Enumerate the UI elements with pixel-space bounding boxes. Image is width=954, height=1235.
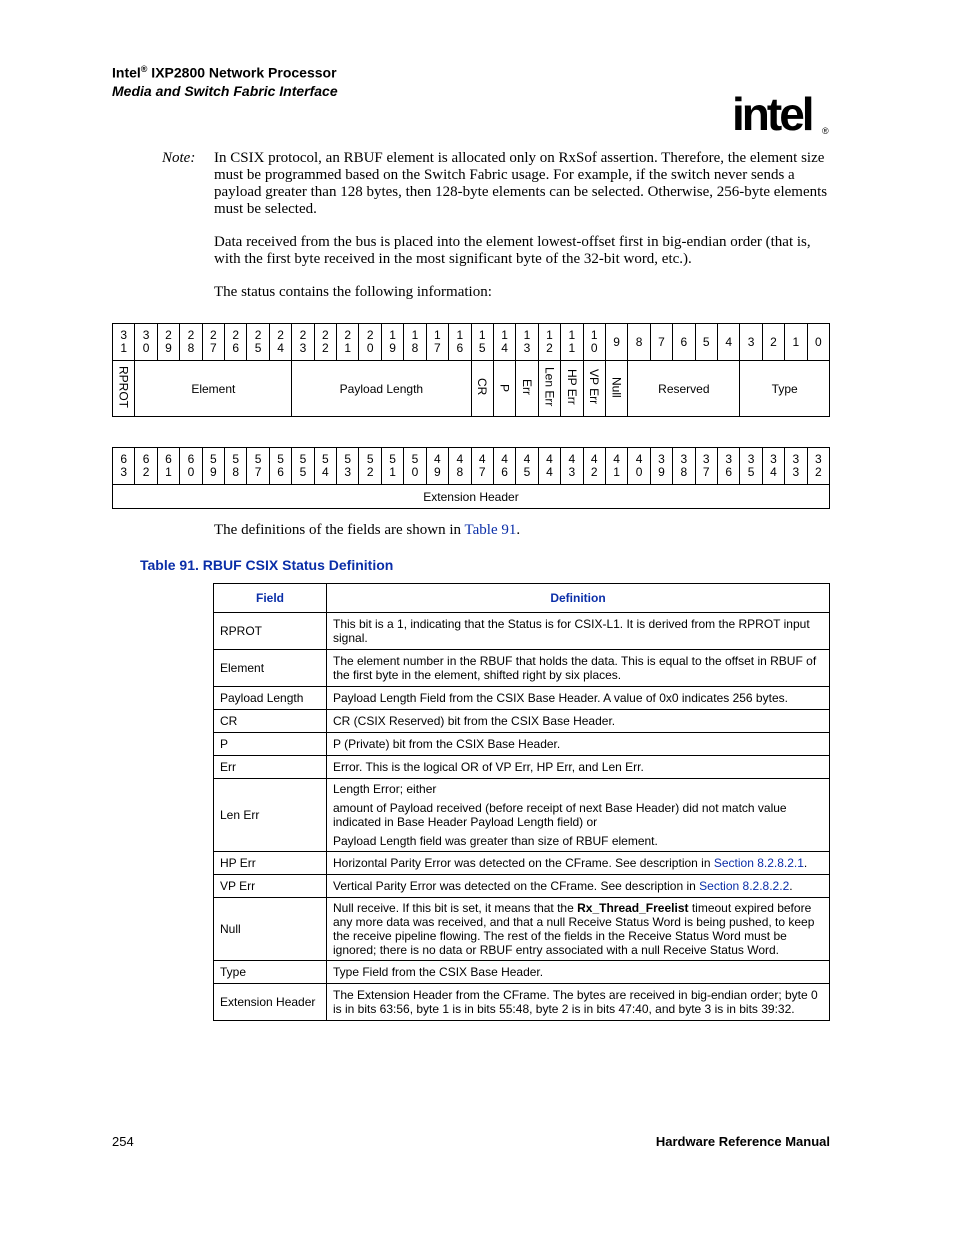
- definition-table: [213, 583, 830, 1021]
- table-row: [214, 961, 830, 984]
- definition-cell: Vertical Parity Error was detected on the CFrame. See description in Section 8.2.8.2.2.: [327, 875, 830, 898]
- bit-number: 6: [673, 324, 695, 361]
- definition-cell: P (Private) bit from the CSIX Base Header.: [327, 733, 830, 756]
- bit-number: 7: [650, 324, 672, 361]
- bit-number: 2 4: [269, 324, 291, 361]
- field-err: Err: [520, 379, 535, 395]
- field-cell: CR: [214, 710, 327, 733]
- header-subtitle: Media and Switch Fabric Interface: [112, 82, 338, 99]
- bit-number: 3 2: [807, 448, 829, 485]
- header-product: Intel® IXP2800 Network Processor: [112, 64, 337, 81]
- bit-number: 4 9: [426, 448, 448, 485]
- bit-number: 5 9: [202, 448, 224, 485]
- bit-number: 0: [807, 324, 829, 361]
- status-bits-32-63: [112, 447, 830, 509]
- bit-number: 9: [605, 324, 627, 361]
- definition-cell: Payload Length Field from the CSIX Base Header. A value of 0x0 indicates 256 bytes.: [327, 687, 830, 710]
- table-row: [214, 898, 830, 961]
- bit-number: 1: [785, 324, 807, 361]
- bit-number: 4 6: [493, 448, 515, 485]
- field-element: Element: [135, 361, 292, 417]
- field-payload-length: Payload Length: [292, 361, 471, 417]
- bit-number: 2: [762, 324, 784, 361]
- definition-cell: The Extension Header from the CFrame. The bytes are received in big-endian order; byte 0 is in bits 63:56, byte 1 is in bits 55:48, byte 2 is in bits 47:40, and byte 3 is in bits 39:32.: [327, 984, 830, 1021]
- bit-number: 4: [717, 324, 739, 361]
- bit-number: 1 2: [538, 324, 560, 361]
- field-cell: Extension Header: [214, 984, 327, 1021]
- field-cell: HP Err: [214, 852, 327, 875]
- table-row: [214, 733, 830, 756]
- bit-number: 3 5: [740, 448, 762, 485]
- field-cell: Payload Length: [214, 687, 327, 710]
- field-extension-header: Extension Header: [113, 485, 830, 509]
- bit-number: 1 1: [561, 324, 583, 361]
- bit-number: 6 0: [180, 448, 202, 485]
- definition-cell: Error. This is the logical OR of VP Err, HP Err, and Len Err.: [327, 756, 830, 779]
- page-number: 254: [112, 1134, 134, 1149]
- field-cr: CR: [475, 378, 490, 396]
- table-caption: Table 91. RBUF CSIX Status Definition: [140, 557, 394, 573]
- table-header-row: [214, 584, 830, 613]
- bit-number: 6 1: [157, 448, 179, 485]
- bit-number: 2 0: [359, 324, 381, 361]
- bit-number: 3 8: [673, 448, 695, 485]
- note-label: Note:: [162, 150, 196, 166]
- bit-number: 1 4: [493, 324, 515, 361]
- definition-cell: Null receive. If this bit is set, it means that the Rx_Thread_Freelist timeout expired before any more data was received, and that a null Receive Status Word is being pushed, to keep the receive pipeline flowing. The rest of the fields in the Receive Status Word must be ignored; there is no data or RBUF entry associated with a null Receive Status Word.: [327, 898, 830, 961]
- definition-cell: Length Error; either amount of Payload received (before receipt of next Base Header) did not match value indicated in Base Header Payload Length field) or Payload Length field was greater than size of RBUF element.: [327, 779, 830, 852]
- bit-number: 1 0: [583, 324, 605, 361]
- bit-number: 1 7: [426, 324, 448, 361]
- field-cell: P: [214, 733, 327, 756]
- bit-number: 2 6: [225, 324, 247, 361]
- bit-number: 4 0: [628, 448, 650, 485]
- field-len-err: Len Err: [542, 367, 557, 407]
- definitions-paragraph: The definitions of the fields are shown in Table 91.: [214, 522, 521, 538]
- definition-cell: Horizontal Parity Error was detected on the CFrame. See description in Section 8.2.8.2.1.: [327, 852, 830, 875]
- table-row: [214, 687, 830, 710]
- definition-cell: The element number in the RBUF that holds the data. This is equal to the offset in RBUF of the first byte in the element, shifted right by six places.: [327, 650, 830, 687]
- field-cell: Err: [214, 756, 327, 779]
- bit-number: 1 5: [471, 324, 493, 361]
- bit-number: 3 9: [650, 448, 672, 485]
- bit-number: 2 3: [292, 324, 314, 361]
- bit-number: 4 4: [538, 448, 560, 485]
- bit-number: 2 9: [157, 324, 179, 361]
- column-header-definition: Definition: [327, 584, 830, 613]
- table-row: [214, 710, 830, 733]
- column-header-field: Field: [214, 584, 327, 613]
- section-link[interactable]: Section 8.2.8.2.1: [713, 856, 804, 870]
- bit-number: 2 7: [202, 324, 224, 361]
- field-cell: RPROT: [214, 613, 327, 650]
- definition-cell: This bit is a 1, indicating that the Status is for CSIX-L1. It is derived from the RPROT input signal.: [327, 613, 830, 650]
- bit-number: 4 8: [449, 448, 471, 485]
- bit-number: 5 1: [381, 448, 403, 485]
- bit-number: 1 8: [404, 324, 426, 361]
- status-bits-0-31: [112, 323, 830, 417]
- table-row: [214, 875, 830, 898]
- field-rprot: RPROT: [116, 366, 131, 408]
- bit-number: 4 2: [583, 448, 605, 485]
- bit-number: 5: [695, 324, 717, 361]
- table-91-link[interactable]: Table 91: [464, 522, 517, 538]
- bit-number: 5 0: [404, 448, 426, 485]
- field-cell: Type: [214, 961, 327, 984]
- field-vp-err: VP Err: [587, 369, 602, 405]
- table-row: [214, 613, 830, 650]
- bit-number: 1 3: [516, 324, 538, 361]
- bit-number: 6 2: [135, 448, 157, 485]
- field-p: P: [497, 384, 512, 393]
- bit-number: 6 3: [113, 448, 135, 485]
- bit-number: 5 7: [247, 448, 269, 485]
- bit-number: 8: [628, 324, 650, 361]
- bit-number: 3 6: [717, 448, 739, 485]
- note-text: In CSIX protocol, an RBUF element is allocated only on RxSof assertion. Therefore, the element size must be programmed based on the Switch Fabric usage. For example, if the switch never sends a payload greater than 128 bytes, then 128-byte elements can be selected. Otherwise, 256-byte elements must be selected.: [214, 150, 828, 217]
- bit-number: 3 7: [695, 448, 717, 485]
- running-header: [112, 60, 338, 100]
- bit-number: 4 3: [561, 448, 583, 485]
- bit-number: 2 1: [337, 324, 359, 361]
- table-row: [214, 852, 830, 875]
- bit-number-row: [113, 448, 830, 485]
- field-cell: VP Err: [214, 875, 327, 898]
- bit-number: 1 6: [449, 324, 471, 361]
- field-cell: Len Err: [214, 779, 327, 852]
- field-row: [113, 361, 830, 417]
- field-hp-err: HP Err: [564, 369, 579, 405]
- bit-number: 5 4: [314, 448, 336, 485]
- bit-number: 5 3: [337, 448, 359, 485]
- bit-number: 4 1: [605, 448, 627, 485]
- logo-registered-mark: ®: [822, 126, 829, 136]
- table-row: [214, 779, 830, 852]
- status-intro: The status contains the following information:: [214, 284, 492, 300]
- bit-number: 5 5: [292, 448, 314, 485]
- bit-number: 5 6: [269, 448, 291, 485]
- logo-wordmark: intel: [732, 88, 812, 140]
- bit-number: 3 0: [135, 324, 157, 361]
- bit-number: 5 2: [359, 448, 381, 485]
- bit-number: 2 2: [314, 324, 336, 361]
- bit-number: 3 4: [762, 448, 784, 485]
- field-row: [113, 485, 830, 509]
- field-cell: Element: [214, 650, 327, 687]
- bit-number: 4 5: [516, 448, 538, 485]
- bit-number: 1 9: [381, 324, 403, 361]
- definition-cell: Type Field from the CSIX Base Header.: [327, 961, 830, 984]
- bit-number: 2 5: [247, 324, 269, 361]
- table-row: [214, 984, 830, 1021]
- intel-logo: [732, 88, 832, 140]
- bit-number: 3 3: [785, 448, 807, 485]
- bit-number: 2 8: [180, 324, 202, 361]
- section-link[interactable]: Section 8.2.8.2.2: [699, 879, 790, 893]
- bit-number: 3 1: [113, 324, 135, 361]
- table-row: [214, 650, 830, 687]
- bit-number: 5 8: [225, 448, 247, 485]
- bit-number: 4 7: [471, 448, 493, 485]
- bit-number: 3: [740, 324, 762, 361]
- field-cell: Null: [214, 898, 327, 961]
- field-reserved: Reserved: [628, 361, 740, 417]
- definition-cell: CR (CSIX Reserved) bit from the CSIX Base Header.: [327, 710, 830, 733]
- bus-paragraph: Data received from the bus is placed into the element lowest-offset first in big-endian order (that is, with the first byte received in the most significant byte of the 32-bit word, etc.).: [214, 234, 811, 267]
- field-null: Null: [609, 376, 624, 398]
- field-type: Type: [740, 361, 830, 417]
- bit-number-row: [113, 324, 830, 361]
- footer-title: Hardware Reference Manual: [655, 1134, 830, 1149]
- table-row: [214, 756, 830, 779]
